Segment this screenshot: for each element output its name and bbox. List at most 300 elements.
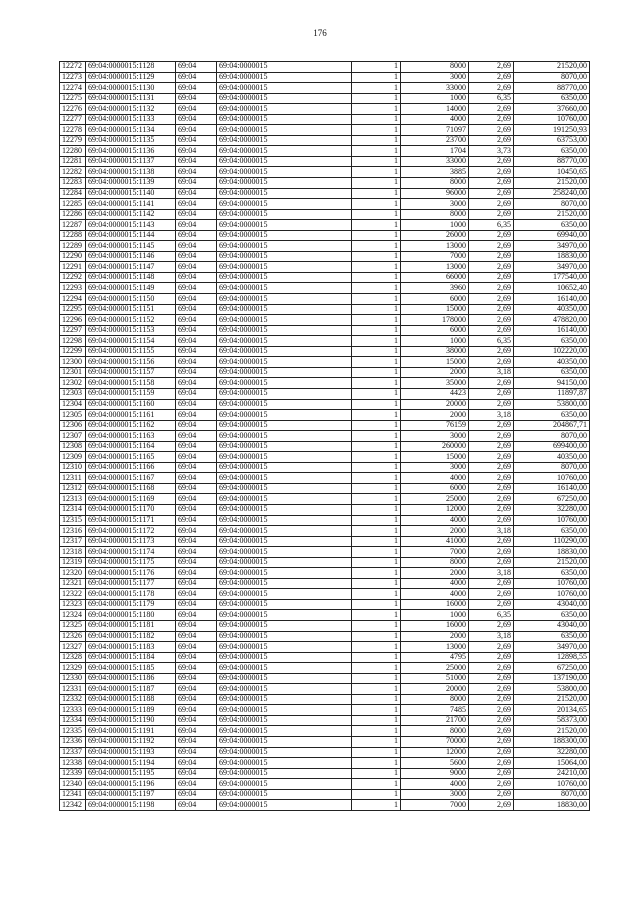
- district-code-cell: 69:04: [176, 431, 217, 442]
- row-number-cell: 12318: [60, 547, 86, 558]
- specific-value-cell: 2,69: [469, 652, 514, 663]
- area-cell: 35000: [401, 378, 469, 389]
- cadastral-quarter-cell: 69:04:0000015: [217, 768, 352, 779]
- table-row: [60, 220, 590, 231]
- count-cell: 1: [352, 378, 401, 389]
- specific-value-cell: 2,69: [469, 547, 514, 558]
- cadastral-quarter-cell: 69:04:0000015: [217, 483, 352, 494]
- row-number-cell: 12342: [60, 800, 86, 811]
- count-cell: 1: [352, 336, 401, 347]
- area-cell: 8000: [401, 178, 469, 189]
- cadastral-number-cell: 69:04:0000015:1129: [86, 72, 176, 83]
- cadastral-quarter-cell: 69:04:0000015: [217, 283, 352, 294]
- row-number-cell: 12306: [60, 420, 86, 431]
- cadastral-value-cell: 177540,00: [514, 272, 590, 283]
- area-cell: 3000: [401, 431, 469, 442]
- table-body: [60, 62, 590, 811]
- count-cell: 1: [352, 568, 401, 579]
- district-code-cell: 69:04: [176, 367, 217, 378]
- cadastral-number-cell: 69:04:0000015:1180: [86, 610, 176, 621]
- cadastral-value-cell: 15064,00: [514, 758, 590, 769]
- count-cell: 1: [352, 800, 401, 811]
- count-cell: 1: [352, 178, 401, 189]
- specific-value-cell: 2,69: [469, 557, 514, 568]
- count-cell: 1: [352, 346, 401, 357]
- district-code-cell: 69:04: [176, 684, 217, 695]
- cadastral-value-cell: 34970,00: [514, 642, 590, 653]
- district-code-cell: 69:04: [176, 336, 217, 347]
- cadastral-value-cell: 21520,00: [514, 62, 590, 73]
- area-cell: 8000: [401, 62, 469, 73]
- table-row: [60, 420, 590, 431]
- specific-value-cell: 2,69: [469, 156, 514, 167]
- cadastral-value-cell: 8070,00: [514, 462, 590, 473]
- cadastral-quarter-cell: 69:04:0000015: [217, 673, 352, 684]
- row-number-cell: 12325: [60, 620, 86, 631]
- district-code-cell: 69:04: [176, 178, 217, 189]
- row-number-cell: 12333: [60, 705, 86, 716]
- area-cell: 6000: [401, 483, 469, 494]
- district-code-cell: 69:04: [176, 83, 217, 94]
- area-cell: 2000: [401, 568, 469, 579]
- count-cell: 1: [352, 230, 401, 241]
- count-cell: 1: [352, 304, 401, 315]
- area-cell: 7000: [401, 251, 469, 262]
- district-code-cell: 69:04: [176, 715, 217, 726]
- row-number-cell: 12336: [60, 737, 86, 748]
- table-row: [60, 262, 590, 273]
- count-cell: 1: [352, 768, 401, 779]
- table-row: [60, 452, 590, 463]
- specific-value-cell: 2,69: [469, 241, 514, 252]
- table-row: [60, 410, 590, 421]
- specific-value-cell: 2,69: [469, 178, 514, 189]
- area-cell: 4000: [401, 515, 469, 526]
- cadastral-number-cell: 69:04:0000015:1130: [86, 83, 176, 94]
- specific-value-cell: 2,69: [469, 104, 514, 115]
- table-row: [60, 167, 590, 178]
- cadastral-number-cell: 69:04:0000015:1177: [86, 578, 176, 589]
- specific-value-cell: 2,69: [469, 726, 514, 737]
- district-code-cell: 69:04: [176, 599, 217, 610]
- table-row: [60, 357, 590, 368]
- cadastral-number-cell: 69:04:0000015:1184: [86, 652, 176, 663]
- cadastral-quarter-cell: 69:04:0000015: [217, 251, 352, 262]
- cadastral-quarter-cell: 69:04:0000015: [217, 620, 352, 631]
- cadastral-number-cell: 69:04:0000015:1170: [86, 504, 176, 515]
- district-code-cell: 69:04: [176, 93, 217, 104]
- count-cell: 1: [352, 631, 401, 642]
- area-cell: 3000: [401, 72, 469, 83]
- cadastral-number-cell: 69:04:0000015:1138: [86, 167, 176, 178]
- cadastral-value-cell: 34970,00: [514, 262, 590, 273]
- row-number-cell: 12277: [60, 114, 86, 125]
- cadastral-number-cell: 69:04:0000015:1145: [86, 241, 176, 252]
- specific-value-cell: 2,69: [469, 72, 514, 83]
- row-number-cell: 12297: [60, 325, 86, 336]
- cadastral-quarter-cell: 69:04:0000015: [217, 104, 352, 115]
- count-cell: 1: [352, 642, 401, 653]
- cadastral-value-cell: 24210,00: [514, 768, 590, 779]
- cadastral-quarter-cell: 69:04:0000015: [217, 494, 352, 505]
- area-cell: 16000: [401, 599, 469, 610]
- table-row: [60, 747, 590, 758]
- row-number-cell: 12275: [60, 93, 86, 104]
- cadastral-number-cell: 69:04:0000015:1158: [86, 378, 176, 389]
- table-row: [60, 610, 590, 621]
- row-number-cell: 12309: [60, 452, 86, 463]
- specific-value-cell: 2,69: [469, 589, 514, 600]
- cadastral-quarter-cell: 69:04:0000015: [217, 652, 352, 663]
- cadastral-value-cell: 478820,00: [514, 315, 590, 326]
- count-cell: 1: [352, 188, 401, 199]
- specific-value-cell: 2,69: [469, 188, 514, 199]
- area-cell: 1000: [401, 336, 469, 347]
- cadastral-quarter-cell: 69:04:0000015: [217, 420, 352, 431]
- area-cell: 26000: [401, 230, 469, 241]
- row-number-cell: 12287: [60, 220, 86, 231]
- cadastral-value-cell: 11897,87: [514, 388, 590, 399]
- row-number-cell: 12312: [60, 483, 86, 494]
- cadastral-number-cell: 69:04:0000015:1166: [86, 462, 176, 473]
- cadastral-number-cell: 69:04:0000015:1149: [86, 283, 176, 294]
- cadastral-number-cell: 69:04:0000015:1159: [86, 388, 176, 399]
- row-number-cell: 12331: [60, 684, 86, 695]
- cadastral-quarter-cell: 69:04:0000015: [217, 199, 352, 210]
- cadastral-quarter-cell: 69:04:0000015: [217, 167, 352, 178]
- cadastral-quarter-cell: 69:04:0000015: [217, 452, 352, 463]
- cadastral-quarter-cell: 69:04:0000015: [217, 62, 352, 73]
- specific-value-cell: 2,69: [469, 346, 514, 357]
- count-cell: 1: [352, 789, 401, 800]
- specific-value-cell: 2,69: [469, 230, 514, 241]
- row-number-cell: 12281: [60, 156, 86, 167]
- specific-value-cell: 2,69: [469, 357, 514, 368]
- count-cell: 1: [352, 620, 401, 631]
- cadastral-quarter-cell: 69:04:0000015: [217, 599, 352, 610]
- specific-value-cell: 2,69: [469, 399, 514, 410]
- cadastral-number-cell: 69:04:0000015:1165: [86, 452, 176, 463]
- cadastral-value-cell: 8070,00: [514, 72, 590, 83]
- row-number-cell: 12311: [60, 473, 86, 484]
- cadastral-value-cell: 40350,00: [514, 304, 590, 315]
- table-row: [60, 673, 590, 684]
- cadastral-quarter-cell: 69:04:0000015: [217, 135, 352, 146]
- table-row: [60, 483, 590, 494]
- row-number-cell: 12337: [60, 747, 86, 758]
- cadastral-quarter-cell: 69:04:0000015: [217, 304, 352, 315]
- table-row: [60, 241, 590, 252]
- table-row: [60, 515, 590, 526]
- row-number-cell: 12340: [60, 779, 86, 790]
- table-row: [60, 462, 590, 473]
- cadastral-value-cell: 18830,00: [514, 800, 590, 811]
- area-cell: 4000: [401, 473, 469, 484]
- table-row: [60, 135, 590, 146]
- row-number-cell: 12279: [60, 135, 86, 146]
- cadastral-quarter-cell: 69:04:0000015: [217, 241, 352, 252]
- count-cell: 1: [352, 357, 401, 368]
- cadastral-number-cell: 69:04:0000015:1132: [86, 104, 176, 115]
- cadastral-quarter-cell: 69:04:0000015: [217, 410, 352, 421]
- area-cell: 21700: [401, 715, 469, 726]
- row-number-cell: 12291: [60, 262, 86, 273]
- specific-value-cell: 2,69: [469, 673, 514, 684]
- specific-value-cell: 2,69: [469, 473, 514, 484]
- row-number-cell: 12298: [60, 336, 86, 347]
- cadastral-quarter-cell: 69:04:0000015: [217, 114, 352, 125]
- cadastral-value-cell: 58373,00: [514, 715, 590, 726]
- district-code-cell: 69:04: [176, 631, 217, 642]
- table-row: [60, 620, 590, 631]
- cadastral-number-cell: 69:04:0000015:1168: [86, 483, 176, 494]
- table-row: [60, 251, 590, 262]
- table-row: [60, 694, 590, 705]
- table-row: [60, 715, 590, 726]
- cadastral-number-cell: 69:04:0000015:1133: [86, 114, 176, 125]
- cadastral-number-cell: 69:04:0000015:1189: [86, 705, 176, 716]
- cadastral-number-cell: 69:04:0000015:1160: [86, 399, 176, 410]
- row-number-cell: 12305: [60, 410, 86, 421]
- cadastral-number-cell: 69:04:0000015:1156: [86, 357, 176, 368]
- cadastral-value-cell: 10760,00: [514, 578, 590, 589]
- cadastral-quarter-cell: 69:04:0000015: [217, 568, 352, 579]
- cadastral-number-cell: 69:04:0000015:1186: [86, 673, 176, 684]
- specific-value-cell: 2,69: [469, 167, 514, 178]
- area-cell: 178000: [401, 315, 469, 326]
- row-number-cell: 12294: [60, 294, 86, 305]
- district-code-cell: 69:04: [176, 272, 217, 283]
- count-cell: 1: [352, 325, 401, 336]
- area-cell: 20000: [401, 399, 469, 410]
- cadastral-value-cell: 204867,71: [514, 420, 590, 431]
- district-code-cell: 69:04: [176, 410, 217, 421]
- area-cell: 7000: [401, 800, 469, 811]
- cadastral-number-cell: 69:04:0000015:1190: [86, 715, 176, 726]
- district-code-cell: 69:04: [176, 357, 217, 368]
- cadastral-quarter-cell: 69:04:0000015: [217, 209, 352, 220]
- area-cell: 41000: [401, 536, 469, 547]
- cadastral-value-cell: 10652,40: [514, 283, 590, 294]
- district-code-cell: 69:04: [176, 652, 217, 663]
- cadastral-value-cell: 8070,00: [514, 431, 590, 442]
- cadastral-value-cell: 16140,00: [514, 483, 590, 494]
- count-cell: 1: [352, 241, 401, 252]
- cadastral-quarter-cell: 69:04:0000015: [217, 547, 352, 558]
- specific-value-cell: 2,69: [469, 779, 514, 790]
- cadastral-number-cell: 69:04:0000015:1141: [86, 199, 176, 210]
- district-code-cell: 69:04: [176, 504, 217, 515]
- district-code-cell: 69:04: [176, 62, 217, 73]
- district-code-cell: 69:04: [176, 156, 217, 167]
- table-row: [60, 315, 590, 326]
- count-cell: 1: [352, 462, 401, 473]
- table-row: [60, 378, 590, 389]
- cadastral-quarter-cell: 69:04:0000015: [217, 188, 352, 199]
- table-row: [60, 62, 590, 73]
- table-row: [60, 272, 590, 283]
- cadastral-value-cell: 20134,65: [514, 705, 590, 716]
- table-row: [60, 209, 590, 220]
- specific-value-cell: 2,69: [469, 515, 514, 526]
- specific-value-cell: 2,69: [469, 494, 514, 505]
- cadastral-value-cell: 43040,00: [514, 620, 590, 631]
- cadastral-number-cell: 69:04:0000015:1192: [86, 737, 176, 748]
- count-cell: 1: [352, 515, 401, 526]
- count-cell: 1: [352, 62, 401, 73]
- table-row: [60, 726, 590, 737]
- table-row: [60, 431, 590, 442]
- count-cell: 1: [352, 283, 401, 294]
- specific-value-cell: 2,69: [469, 483, 514, 494]
- cadastral-value-cell: 6350,00: [514, 336, 590, 347]
- district-code-cell: 69:04: [176, 241, 217, 252]
- area-cell: 4795: [401, 652, 469, 663]
- specific-value-cell: 2,69: [469, 125, 514, 136]
- area-cell: 7485: [401, 705, 469, 716]
- cadastral-value-cell: 67250,00: [514, 494, 590, 505]
- cadastral-value-cell: 10760,00: [514, 779, 590, 790]
- area-cell: 33000: [401, 156, 469, 167]
- district-code-cell: 69:04: [176, 346, 217, 357]
- area-cell: 13000: [401, 241, 469, 252]
- cadastral-quarter-cell: 69:04:0000015: [217, 367, 352, 378]
- specific-value-cell: 2,69: [469, 272, 514, 283]
- cadastral-number-cell: 69:04:0000015:1173: [86, 536, 176, 547]
- count-cell: 1: [352, 473, 401, 484]
- cadastral-quarter-cell: 69:04:0000015: [217, 536, 352, 547]
- table-row: [60, 494, 590, 505]
- table-row: [60, 578, 590, 589]
- specific-value-cell: 3,18: [469, 568, 514, 579]
- cadastral-quarter-cell: 69:04:0000015: [217, 357, 352, 368]
- cadastral-value-cell: 21520,00: [514, 178, 590, 189]
- specific-value-cell: 2,69: [469, 199, 514, 210]
- table-row: [60, 779, 590, 790]
- row-number-cell: 12334: [60, 715, 86, 726]
- table-row: [60, 557, 590, 568]
- specific-value-cell: 2,69: [469, 504, 514, 515]
- cadastral-number-cell: 69:04:0000015:1135: [86, 135, 176, 146]
- row-number-cell: 12285: [60, 199, 86, 210]
- cadastral-value-cell: 10760,00: [514, 473, 590, 484]
- row-number-cell: 12329: [60, 663, 86, 674]
- district-code-cell: 69:04: [176, 578, 217, 589]
- area-cell: 1000: [401, 610, 469, 621]
- specific-value-cell: 2,69: [469, 462, 514, 473]
- cadastral-number-cell: 69:04:0000015:1142: [86, 209, 176, 220]
- row-number-cell: 12307: [60, 431, 86, 442]
- area-cell: 15000: [401, 452, 469, 463]
- district-code-cell: 69:04: [176, 167, 217, 178]
- count-cell: 1: [352, 167, 401, 178]
- cadastral-quarter-cell: 69:04:0000015: [217, 93, 352, 104]
- cadastral-value-cell: 191250,93: [514, 125, 590, 136]
- count-cell: 1: [352, 146, 401, 157]
- cadastral-value-cell: 6350,00: [514, 526, 590, 537]
- row-number-cell: 12316: [60, 526, 86, 537]
- cadastral-number-cell: 69:04:0000015:1139: [86, 178, 176, 189]
- specific-value-cell: 2,69: [469, 684, 514, 695]
- specific-value-cell: 6,35: [469, 220, 514, 231]
- area-cell: 15000: [401, 304, 469, 315]
- cadastral-value-cell: 69940,00: [514, 230, 590, 241]
- cadastral-value-cell: 94150,00: [514, 378, 590, 389]
- cadastral-number-cell: 69:04:0000015:1176: [86, 568, 176, 579]
- table-row: [60, 199, 590, 210]
- cadastral-value-cell: 21520,00: [514, 694, 590, 705]
- count-cell: 1: [352, 737, 401, 748]
- table-row: [60, 599, 590, 610]
- cadastral-value-cell: 8070,00: [514, 199, 590, 210]
- area-cell: 23700: [401, 135, 469, 146]
- row-number-cell: 12302: [60, 378, 86, 389]
- district-code-cell: 69:04: [176, 515, 217, 526]
- row-number-cell: 12274: [60, 83, 86, 94]
- specific-value-cell: 2,69: [469, 114, 514, 125]
- area-cell: 1000: [401, 93, 469, 104]
- district-code-cell: 69:04: [176, 768, 217, 779]
- row-number-cell: 12284: [60, 188, 86, 199]
- row-number-cell: 12327: [60, 642, 86, 653]
- row-number-cell: 12314: [60, 504, 86, 515]
- cadastral-value-cell: 6350,00: [514, 367, 590, 378]
- district-code-cell: 69:04: [176, 251, 217, 262]
- area-cell: 4000: [401, 114, 469, 125]
- area-cell: 4000: [401, 589, 469, 600]
- cadastral-quarter-cell: 69:04:0000015: [217, 758, 352, 769]
- cadastral-number-cell: 69:04:0000015:1137: [86, 156, 176, 167]
- cadastral-quarter-cell: 69:04:0000015: [217, 526, 352, 537]
- cadastral-number-cell: 69:04:0000015:1140: [86, 188, 176, 199]
- district-code-cell: 69:04: [176, 789, 217, 800]
- row-number-cell: 12319: [60, 557, 86, 568]
- row-number-cell: 12335: [60, 726, 86, 737]
- row-number-cell: 12320: [60, 568, 86, 579]
- cadastral-value-cell: 53800,00: [514, 399, 590, 410]
- cadastral-number-cell: 69:04:0000015:1143: [86, 220, 176, 231]
- cadastral-number-cell: 69:04:0000015:1131: [86, 93, 176, 104]
- cadastral-number-cell: 69:04:0000015:1178: [86, 589, 176, 600]
- count-cell: 1: [352, 747, 401, 758]
- table-row: [60, 230, 590, 241]
- table-row: [60, 325, 590, 336]
- district-code-cell: 69:04: [176, 199, 217, 210]
- cadastral-quarter-cell: 69:04:0000015: [217, 388, 352, 399]
- table-row: [60, 768, 590, 779]
- count-cell: 1: [352, 420, 401, 431]
- district-code-cell: 69:04: [176, 325, 217, 336]
- cadastral-quarter-cell: 69:04:0000015: [217, 789, 352, 800]
- cadastral-value-cell: 6350,00: [514, 631, 590, 642]
- area-cell: 4000: [401, 578, 469, 589]
- cadastral-value-cell: 34970,00: [514, 241, 590, 252]
- count-cell: 1: [352, 72, 401, 83]
- table-row: [60, 304, 590, 315]
- cadastral-quarter-cell: 69:04:0000015: [217, 726, 352, 737]
- district-code-cell: 69:04: [176, 104, 217, 115]
- count-cell: 1: [352, 272, 401, 283]
- specific-value-cell: 2,69: [469, 62, 514, 73]
- count-cell: 1: [352, 294, 401, 305]
- specific-value-cell: 2,69: [469, 452, 514, 463]
- cadastral-value-cell: 10760,00: [514, 515, 590, 526]
- area-cell: 14000: [401, 104, 469, 115]
- count-cell: 1: [352, 610, 401, 621]
- count-cell: 1: [352, 652, 401, 663]
- district-code-cell: 69:04: [176, 694, 217, 705]
- row-number-cell: 12330: [60, 673, 86, 684]
